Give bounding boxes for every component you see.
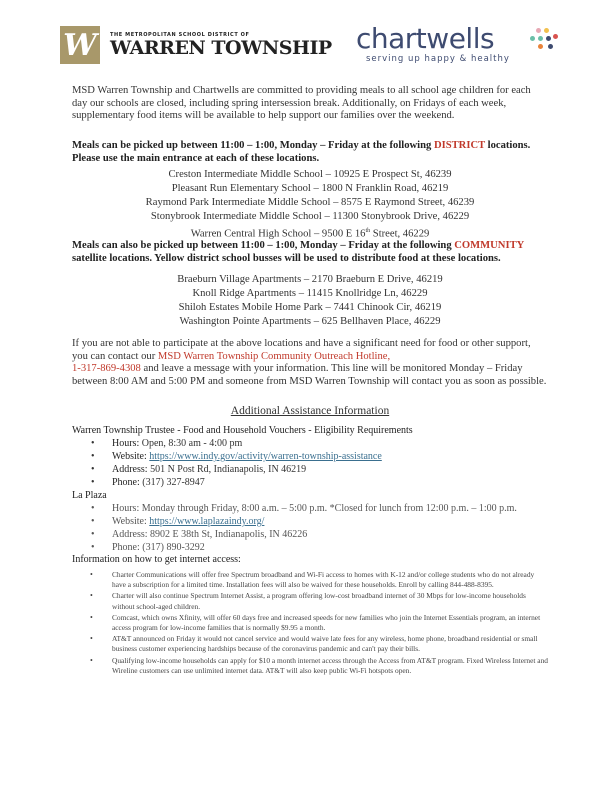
list-item [72, 450, 548, 463]
intro-paragraph: MSD Warren Township and Chartwells are committed to providing meals to all school age children for each day our schools are closed, including spring intersession break. Additionally, on Fridays of each week, supplementary food items will be available to help support our families over the weekend. [72, 85, 531, 122]
item-label: Hours: [112, 438, 140, 449]
internet-section [72, 553, 548, 677]
location-item: Creston Intermediate Middle School – 10925 E Prospect St, 46239 [168, 169, 452, 180]
community-locations [72, 273, 548, 329]
item-value: 501 N Post Rd, Indianapolis, IN 46219 [147, 464, 307, 475]
trustee-title: Warren Township Trustee - Food and Household Vouchers - Eligibility Requirements [72, 425, 413, 436]
hotline-name: MSD Warren Township Community Outreach Hotline, [157, 350, 391, 362]
location-item: Shiloh Estates Mobile Home Park – 7441 Chinook Cir, 46219 [178, 302, 442, 313]
item-label: Phone: [112, 477, 140, 488]
community-lead-end: satellite locations. Yellow district school busses will be used to distribute food at these locations. [72, 252, 501, 264]
warren-w-mark: W [60, 26, 100, 64]
chartwells-logo [356, 24, 510, 64]
list-item: • Comcast, which owns Xfinity, will offer 60 days free and increased speeds for new families who join the Internet Essentials program, an internet access program for low-income families that is normally $9.95 a month. [72, 613, 548, 633]
location-item [72, 224, 548, 242]
location-item: Washington Pointe Apartments – 625 Bellhaven Place, 46229 [179, 316, 441, 327]
location-item: Pleasant Run Elementary School – 1800 N Franklin Road, 46219 [171, 183, 449, 194]
district-locations [72, 168, 548, 242]
item-value: Open, 8:30 am - 4:00 pm [139, 438, 243, 449]
trustee-website-link[interactable]: https://www.indy.gov/activity/warren-township-assistance [149, 451, 382, 462]
community-intro [72, 240, 548, 265]
list-item: • Qualifying low-income households can apply for $10 a month internet access through the Access from AT&T program. Fixed Wireless Internet and Wireline customers can use unlimited internet data. AT&T will also keep public Wi-Fi hotspots open. [72, 656, 548, 676]
district-lead: Meals can be picked up between 11:00 – 1:00, Monday – Friday at the following [72, 140, 434, 151]
district-intro [72, 140, 548, 165]
list-item: • Phone: (317) 890-3292 [72, 541, 548, 554]
list-item: • Charter Communications will offer free Spectrum broadband and Wi-Fi access to homes with K-12 and/or college students who do not already have a subscription for a limited time. Installation fees will also be waived for these households. Enroll by calling 844-488-8395. [72, 570, 548, 590]
internet-title: Information on how to get internet access: [72, 554, 241, 565]
item-label: Website: [112, 451, 147, 462]
list-item [72, 476, 548, 489]
laplaza-title: La Plaza [72, 490, 107, 501]
hotline-text-end: and leave a message with your information. This line will be monitored Monday – Friday between 8:00 AM and 5:00 PM and someone from MSD Warren Township will contact you as soon as possible. [72, 363, 547, 387]
chartwells-dots-icon [528, 28, 558, 52]
chartwells-wordmark: chartwells [356, 22, 495, 55]
location-item: Stonybrook Intermediate Middle School – 11300 Stonybrook Drive, 46229 [150, 211, 470, 222]
list-item: • Address: 8902 E 38th St, Indianapolis, IN 46226 [72, 528, 548, 541]
warren-logo-subtitle: THE METROPOLITAN SCHOOL DISTRICT OF [110, 32, 250, 38]
trustee-section [72, 424, 548, 554]
item-label: Website: [112, 516, 150, 527]
item-label: Address: [112, 464, 148, 475]
hotline-paragraph [72, 338, 548, 388]
additional-heading: Additional Assistance Information [230, 405, 390, 417]
district-lead-end: locations. Please use the main entrance at each of these locations. [72, 140, 531, 164]
warren-logo-title: WARREN TOWNSHIP [110, 37, 332, 59]
hotline-text: If you are not able to participate at the above locations and have a significant need for food or other support, you can contact our [72, 338, 531, 362]
list-item [72, 437, 548, 450]
item-value: (317) 327-8947 [139, 477, 205, 488]
location-item: Raymond Park Intermediate Middle School – 8575 E Raymond Street, 46239 [145, 197, 475, 208]
community-lead: Meals can also be picked up between 11:00 – 1:00, Monday – Friday at the following [72, 240, 455, 251]
laplaza-website-link[interactable]: https://www.laplazaindy.org/ [149, 516, 265, 527]
list-item: • Hours: Monday through Friday, 8:00 a.m. – 5:00 p.m. *Closed for lunch from 12:00 p.m. – 1:00 p.m. [72, 502, 548, 515]
list-item: • Charter will also continue Spectrum Internet Assist, a program offering low-cost broadband internet of 30 Mbps for low-income households without school-aged children. [72, 591, 548, 611]
location-text-end: Street, 46229 [370, 228, 430, 240]
list-item: • AT&T announced on Friday it would not cancel service and would waive late fees for any wireless, home phone, broadband residential or small business customer experiencing hardships because of the coronavirus pandemic and can't pay their bills. [72, 634, 548, 654]
location-text: Warren Central High School – 9500 E 16 [190, 228, 366, 240]
list-item [72, 515, 548, 528]
location-item: Braeburn Village Apartments – 2170 Braeburn E Drive, 46219 [177, 274, 443, 285]
community-highlight: COMMUNITY [454, 240, 524, 251]
list-item [72, 463, 548, 476]
location-item: Knoll Ridge Apartments – 11415 Knollridge Ln, 46229 [192, 288, 428, 299]
district-highlight: DISTRICT [433, 140, 485, 151]
hotline-phone[interactable]: 1-317-869-4308 [72, 363, 141, 375]
chartwells-tagline: serving up happy & healthy [366, 54, 510, 64]
warren-township-logo [60, 26, 332, 64]
location-sup: th [365, 228, 371, 234]
